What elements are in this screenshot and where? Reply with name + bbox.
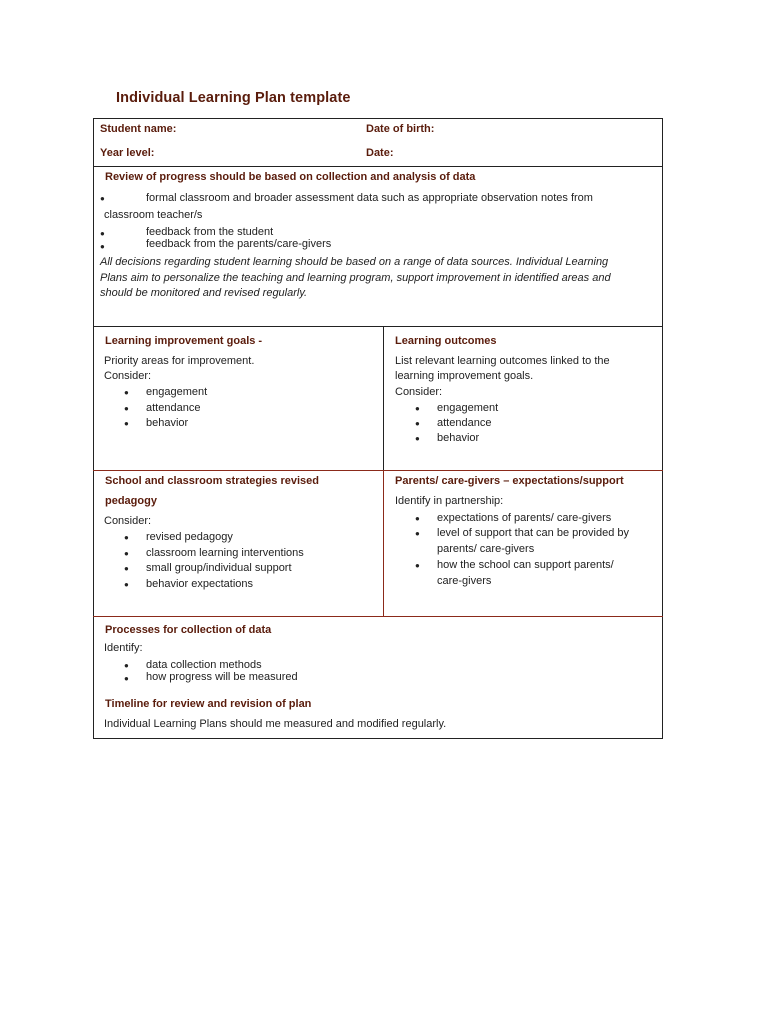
year-level-label: Year level:	[100, 147, 155, 159]
outcomes-line-3: Consider:	[395, 386, 443, 398]
bullet-icon: ●	[124, 661, 129, 670]
timeline-heading: Timeline for review and revision of plan	[105, 698, 312, 710]
divider	[93, 616, 663, 617]
processes-item: data collection methods	[146, 659, 262, 671]
date-label: Date:	[366, 147, 394, 159]
bullet-icon: ●	[124, 419, 129, 428]
parents-item-2-cont: parents/ care-givers	[437, 543, 535, 555]
bullet-icon: ●	[124, 549, 129, 558]
processes-item: how progress will be measured	[146, 671, 298, 683]
review-note-1: All decisions regarding student learning should be based on a range of data sources. Individual Learning	[100, 256, 609, 268]
bullet-icon: ●	[415, 529, 420, 538]
processes-heading: Processes for collection of data	[105, 624, 272, 636]
parents-item-1: expectations of parents/ care-givers	[437, 512, 612, 524]
review-bullet-2: feedback from the student	[146, 226, 274, 238]
column-divider	[383, 326, 384, 470]
review-note-3: should be monitored and revised regularly.	[100, 287, 308, 299]
review-bullet-3: feedback from the parents/care-givers	[146, 238, 332, 250]
processes-line-1: Identify:	[104, 642, 143, 654]
goals-line-1: Priority areas for improvement.	[104, 355, 255, 367]
student-name-label: Student name:	[100, 123, 177, 135]
goals-item: behavior	[146, 417, 189, 429]
goals-heading: Learning improvement goals -	[105, 335, 263, 347]
review-bullet-1: formal classroom and broader assessment data such as appropriate observation notes from	[146, 192, 593, 204]
strategies-item: revised pedagogy	[146, 531, 233, 543]
bullet-icon: ●	[100, 229, 105, 238]
bullet-icon: ●	[124, 388, 129, 397]
divider	[93, 166, 663, 167]
column-divider	[383, 470, 384, 616]
dob-label: Date of birth:	[366, 123, 435, 135]
goals-item: engagement	[146, 386, 208, 398]
bullet-icon: ●	[100, 194, 105, 203]
divider	[93, 326, 663, 327]
goals-line-2: Consider:	[104, 370, 152, 382]
parents-item-3-cont: care-givers	[437, 575, 492, 587]
page-title: Individual Learning Plan template	[116, 90, 351, 106]
bullet-icon: ●	[124, 580, 129, 589]
outcomes-line-1: List relevant learning outcomes linked to the	[395, 355, 610, 367]
outcomes-heading: Learning outcomes	[395, 335, 497, 347]
bullet-icon: ●	[415, 404, 420, 413]
bullet-icon: ●	[124, 564, 129, 573]
bullet-icon: ●	[415, 434, 420, 443]
bullet-icon: ●	[100, 242, 105, 251]
outcomes-item: behavior	[437, 432, 480, 444]
bullet-icon: ●	[124, 533, 129, 542]
bullet-icon: ●	[415, 419, 420, 428]
goals-item: attendance	[146, 402, 201, 414]
parents-item-3: how the school can support parents/	[437, 559, 614, 571]
strategies-line-1: Consider:	[104, 515, 152, 527]
strategies-item: small group/individual support	[146, 562, 292, 574]
bullet-icon: ●	[415, 514, 420, 523]
strategies-heading: School and classroom strategies revised	[105, 475, 319, 487]
bullet-icon: ●	[415, 561, 420, 570]
strategies-item: behavior expectations	[146, 578, 254, 590]
strategies-heading-cont: pedagogy	[105, 495, 157, 507]
review-note-2: Plans aim to personalize the teaching and learning program, support improvement in identified areas and	[100, 272, 611, 284]
outcomes-item: engagement	[437, 402, 499, 414]
review-heading: Review of progress should be based on collection and analysis of data	[105, 171, 476, 183]
parents-heading: Parents/ care-givers – expectations/support	[395, 475, 624, 487]
outcomes-line-2: learning improvement goals.	[395, 370, 534, 382]
divider	[93, 470, 663, 471]
strategies-item: classroom learning interventions	[146, 547, 304, 559]
parents-line-1: Identify in partnership:	[395, 495, 504, 507]
review-bullet-1-cont: classroom teacher/s	[104, 209, 203, 221]
bullet-icon: ●	[124, 404, 129, 413]
bullet-icon: ●	[124, 674, 129, 683]
timeline-line-1: Individual Learning Plans should me measured and modified regularly.	[104, 718, 447, 730]
parents-item-2: level of support that can be provided by	[437, 527, 630, 539]
outcomes-item: attendance	[437, 417, 492, 429]
